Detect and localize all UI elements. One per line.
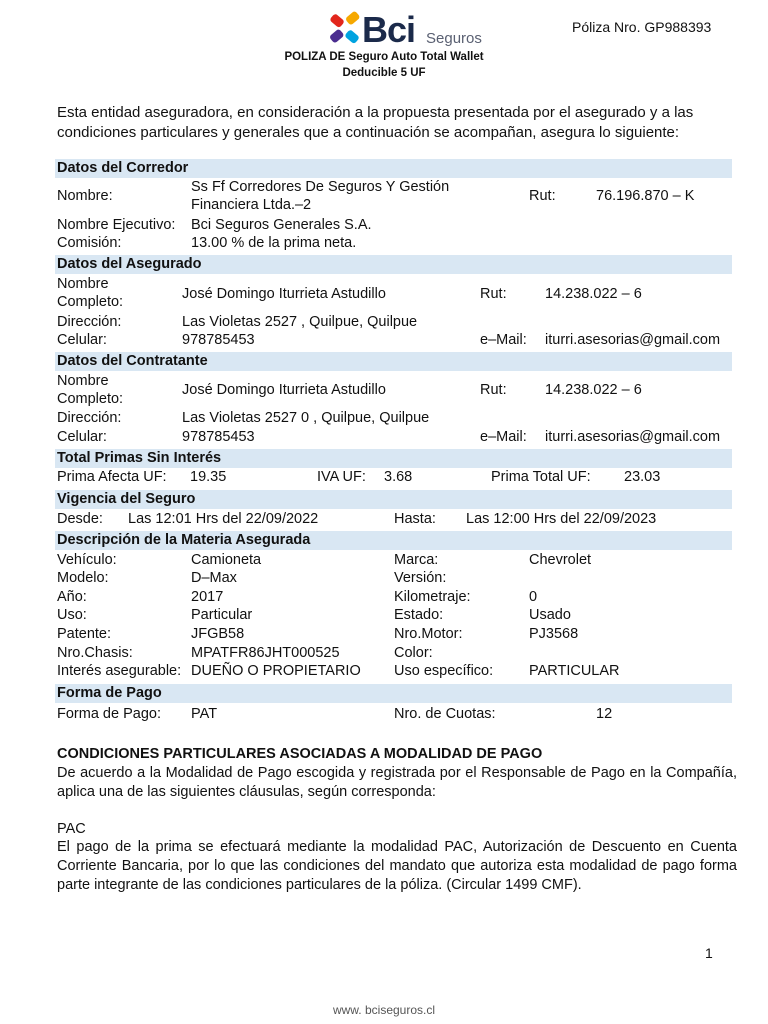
contratante-direccion-label: Dirección: [57,410,122,426]
asegurado-celular-label: Celular: [57,332,107,348]
vigencia-hasta-value: Las 12:00 Hrs del 22/09/2023 [466,511,657,527]
forma-pago-value: PAT [191,706,218,722]
corredor-comision-value: 13.00 % de la prima neta. [191,235,357,251]
asegurado-direccion-label: Dirección: [57,314,122,330]
corredor-comision-label: Comisión: [57,235,122,251]
nro-cuotas-value: 12 [596,706,613,722]
contratante-celular-value: 978785453 [182,429,255,445]
section-header-vigencia: Vigencia del Seguro [55,490,732,509]
corredor-rut-label: Rut: [529,188,556,204]
asegurado-nombre-label-2: Completo: [57,294,124,310]
anio-label: Año: [57,589,87,605]
corredor-nombre-line2: Financiera Ltda.–2 [191,197,312,213]
vigencia-desde-label: Desde: [57,511,103,527]
patente-value: JFGB58 [191,626,245,642]
condiciones-title: CONDICIONES PARTICULARES ASOCIADAS A MODALIDAD DE PAGO [57,746,543,762]
bci-logo-icon [328,10,364,50]
asegurado-rut-label: Rut: [480,286,507,302]
logo-subtitle: Seguros [426,30,482,47]
vehiculo-label: Vehículo: [57,552,117,568]
iva-value: 3.68 [384,469,413,485]
pac-paragraph: El pago de la prima se efectuará mediante la modalidad PAC, Autorización de Descuento en Cuenta Corriente Bancaria, por lo que las condiciones del mandato que autoriza esta modalidad de pago forma parte integrante de las condiciones particulares de la póliza. (Circular 1499 CMF). [57,839,737,893]
intro-paragraph: Esta entidad aseguradora, en consideración a la propuesta presentada por el asegurado y a las condiciones particulares y generales que a continuación se acompañan, asegura lo siguiente: [57,104,694,141]
section-header-materia: Descripción de la Materia Asegurada [55,531,732,550]
contratante-celular-label: Celular: [57,429,107,445]
nro-cuotas-label: Nro. de Cuotas: [394,706,496,722]
nro-chasis-label: Nro.Chasis: [57,645,133,661]
vehiculo-value: Camioneta [191,552,262,568]
prima-afecta-value: 19.35 [190,469,227,485]
kilometraje-value: 0 [529,589,538,605]
contratante-nombre-label-2: Completo: [57,391,124,407]
uso-value: Particular [191,607,253,623]
document-subtitle: Deducible 5 UF [342,67,426,79]
asegurado-celular-value: 978785453 [182,332,255,348]
policy-number: Póliza Nro. GP988393 [572,19,712,35]
vigencia-hasta-label: Hasta: [394,511,436,527]
nro-motor-value: PJ3568 [529,626,579,642]
modelo-value: D–Max [191,570,237,586]
patente-label: Patente: [57,626,112,642]
section-header-asegurado: Datos del Asegurado [55,255,732,274]
corredor-nombre-label: Nombre: [57,188,113,204]
section-header-pago: Forma de Pago [55,684,732,703]
interes-asegurable-value: DUEÑO O PROPIETARIO [191,663,361,679]
page-number: 1 [705,945,713,961]
asegurado-rut-value: 14.238.022 – 6 [545,286,642,302]
uso-label: Uso: [57,607,87,623]
kilometraje-label: Kilometraje: [394,589,471,605]
estado-value: Usado [529,607,571,623]
nro-chasis-value: MPATFR86JHT000525 [191,645,340,661]
anio-value: 2017 [191,589,224,605]
estado-label: Estado: [394,607,444,623]
bci-seguros-logo [328,8,488,52]
vigencia-desde-value: Las 12:01 Hrs del 22/09/2022 [128,511,319,527]
color-label: Color: [394,645,433,661]
corredor-rut-value: 76.196.870 – K [596,188,695,204]
uso-especifico-label: Uso específico: [394,663,494,679]
section-header-contratante: Datos del Contratante [55,352,732,371]
contratante-email-value: iturri.asesorias@gmail.com [545,429,721,445]
pac-title: PAC [57,821,86,837]
section-header-corredor: Datos del Corredor [55,159,732,178]
contratante-nombre-value: José Domingo Iturrieta Astudillo [182,382,386,398]
uso-especifico-value: PARTICULAR [529,663,620,679]
marca-label: Marca: [394,552,439,568]
section-header-primas: Total Primas Sin Interés [55,449,732,468]
contratante-email-label: e–Mail: [480,429,527,445]
asegurado-email-value: iturri.asesorias@gmail.com [545,332,721,348]
contratante-direccion-value: Las Violetas 2527 0 , Quilpue, Quilpue [182,410,430,426]
corredor-ejecutivo-label: Nombre Ejecutivo: [57,217,176,233]
version-label: Versión: [394,570,447,586]
corredor-ejecutivo-value: Bci Seguros Generales S.A. [191,217,372,233]
forma-pago-label: Forma de Pago: [57,706,161,722]
prima-total-value: 23.03 [624,469,661,485]
contratante-nombre-label-1: Nombre [57,373,109,389]
nro-motor-label: Nro.Motor: [394,626,463,642]
logo-wordmark: Bci [362,9,416,50]
prima-afecta-label: Prima Afecta UF: [57,469,167,485]
interes-asegurable-label: Interés asegurable: [57,663,182,679]
iva-label: IVA UF: [317,469,366,485]
contratante-rut-value: 14.238.022 – 6 [545,382,642,398]
document-title: POLIZA DE Seguro Auto Total Wallet [284,51,484,63]
condiciones-paragraph: De acuerdo a la Modalidad de Pago escogida y registrada por el Responsable de Pago en la Compañía, aplica una de las siguientes cláusulas, según corresponda: [57,765,737,800]
contratante-rut-label: Rut: [480,382,507,398]
corredor-nombre-line1: Ss Ff Corredores De Seguros Y Gestión [191,179,450,195]
asegurado-nombre-value: José Domingo Iturrieta Astudillo [182,286,386,302]
asegurado-email-label: e–Mail: [480,332,527,348]
asegurado-direccion-value: Las Violetas 2527 , Quilpue, Quilpue [182,314,418,330]
modelo-label: Modelo: [57,570,109,586]
asegurado-nombre-label-1: Nombre [57,276,109,292]
marca-value: Chevrolet [529,552,592,568]
prima-total-label: Prima Total UF: [491,469,591,485]
footer-website: www. bciseguros.cl [332,1003,436,1017]
